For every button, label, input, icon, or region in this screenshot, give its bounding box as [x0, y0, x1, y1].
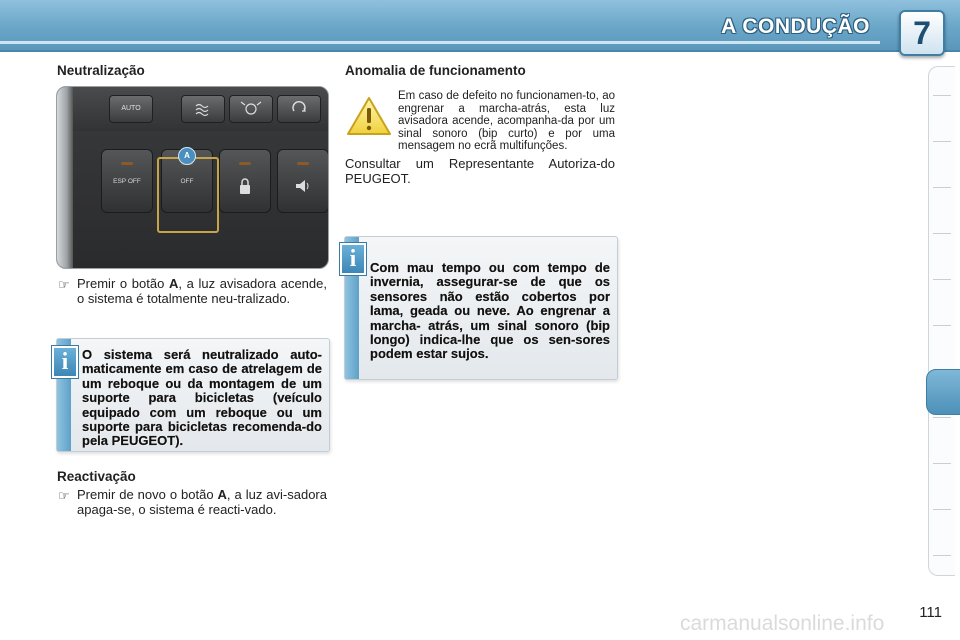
reactivation-instruction — [77, 488, 327, 517]
chapter-number-badge: 7 — [899, 10, 945, 56]
tab-divider — [933, 509, 951, 510]
tab-divider — [933, 233, 951, 234]
tab-divider — [933, 187, 951, 188]
recirculation-icon — [278, 96, 320, 122]
photo-speaker-button — [277, 149, 329, 213]
button-a-marker: A — [178, 147, 196, 165]
info-icon: i — [52, 346, 78, 378]
weather-info-text: Com mau tempo ou com tempo de invernia, assegurar-se de que os sensores não estão cobertos por lama, geada ou neve. Ao engrenar a marcha- atrás, um sinal sonoro (bip longo) indica-lhe que os sen-sores podem estar sujos. — [370, 260, 610, 362]
reactivation-heading: Reactivação — [57, 469, 136, 484]
tab-divider — [933, 555, 951, 556]
chapter-tabs — [928, 66, 955, 576]
photo-recirculation-button — [277, 95, 321, 123]
press-text-end: , a luz avisadora acende, o sistema é totalmente neu-tralizado. — [77, 276, 327, 306]
press-bullet-icon: ☞ — [58, 277, 70, 292]
tab-divider — [933, 95, 951, 96]
tab-divider — [933, 279, 951, 280]
page-number: 111 — [919, 604, 942, 621]
consult-text: Consultar um Representante Autoriza-do PEUGEOT. — [345, 156, 615, 186]
watermark: carmanualsonline.info — [680, 612, 885, 635]
photo-lock-button — [219, 149, 271, 213]
photo-chrome-edge — [57, 87, 73, 268]
reactivation-button-letter: A — [217, 487, 227, 502]
esp-label: ESP OFF — [113, 178, 141, 185]
padlock-icon — [238, 178, 252, 196]
lock-led — [239, 162, 251, 165]
warning-text-body: Em caso de defeito no funcionamen-to, ao engrenar a marcha-atrás, esta luz avisadora acende, acompanha-da por um sinal sonoro (bip curto) e por uma mensagem no ecrã multifunções. — [398, 90, 615, 153]
active-chapter-tab[interactable] — [926, 369, 960, 415]
console-photo — [56, 86, 329, 269]
tab-divider — [933, 325, 951, 326]
press-text-start: Premir o botão — [77, 276, 165, 291]
neutralization-heading: Neutralização — [57, 63, 145, 78]
chapter-header — [0, 0, 960, 52]
parking-sensor-label: OFF — [180, 178, 194, 185]
press-instruction — [77, 277, 327, 306]
speaker-led — [297, 162, 309, 165]
tab-divider — [933, 141, 951, 142]
photo-auto-button: AUTO — [109, 95, 153, 123]
warning-triangle-icon — [346, 95, 392, 137]
tab-divider — [933, 463, 951, 464]
malfunction-heading: Anomalia de funcionamento — [345, 63, 526, 78]
press-button-letter: A — [168, 276, 179, 291]
photo-rear-defrost-button — [181, 95, 225, 123]
speaker-icon — [294, 178, 312, 194]
photo-esp-button — [101, 149, 153, 213]
reactivation-bullet-icon: ☞ — [58, 488, 70, 503]
malfunction-warning-text — [398, 90, 615, 153]
chapter-title: A CONDUÇÃO — [721, 15, 870, 38]
highlighted-button-frame — [157, 157, 219, 233]
reactivation-text-start: Premir de novo o botão — [77, 487, 214, 502]
towing-info-text: O sistema será neutralizado auto-maticamente em caso de atrelagem de um reboque ou da montagem de um suporte para bicicletas (veículo equipado com um reboque ou um suporte para bicicletas recomenda-do pela PEUGEOT). — [82, 347, 322, 449]
photo-fan-button — [229, 95, 273, 123]
reactivation-text-end: , a luz avi-sadora apaga-se, o sistema é reacti-vado. — [77, 487, 327, 517]
rear-defrost-icon — [182, 96, 224, 122]
tab-divider — [933, 417, 951, 418]
info-icon: i — [340, 243, 366, 275]
air-flow-icon — [230, 96, 272, 122]
esp-led — [121, 162, 133, 165]
